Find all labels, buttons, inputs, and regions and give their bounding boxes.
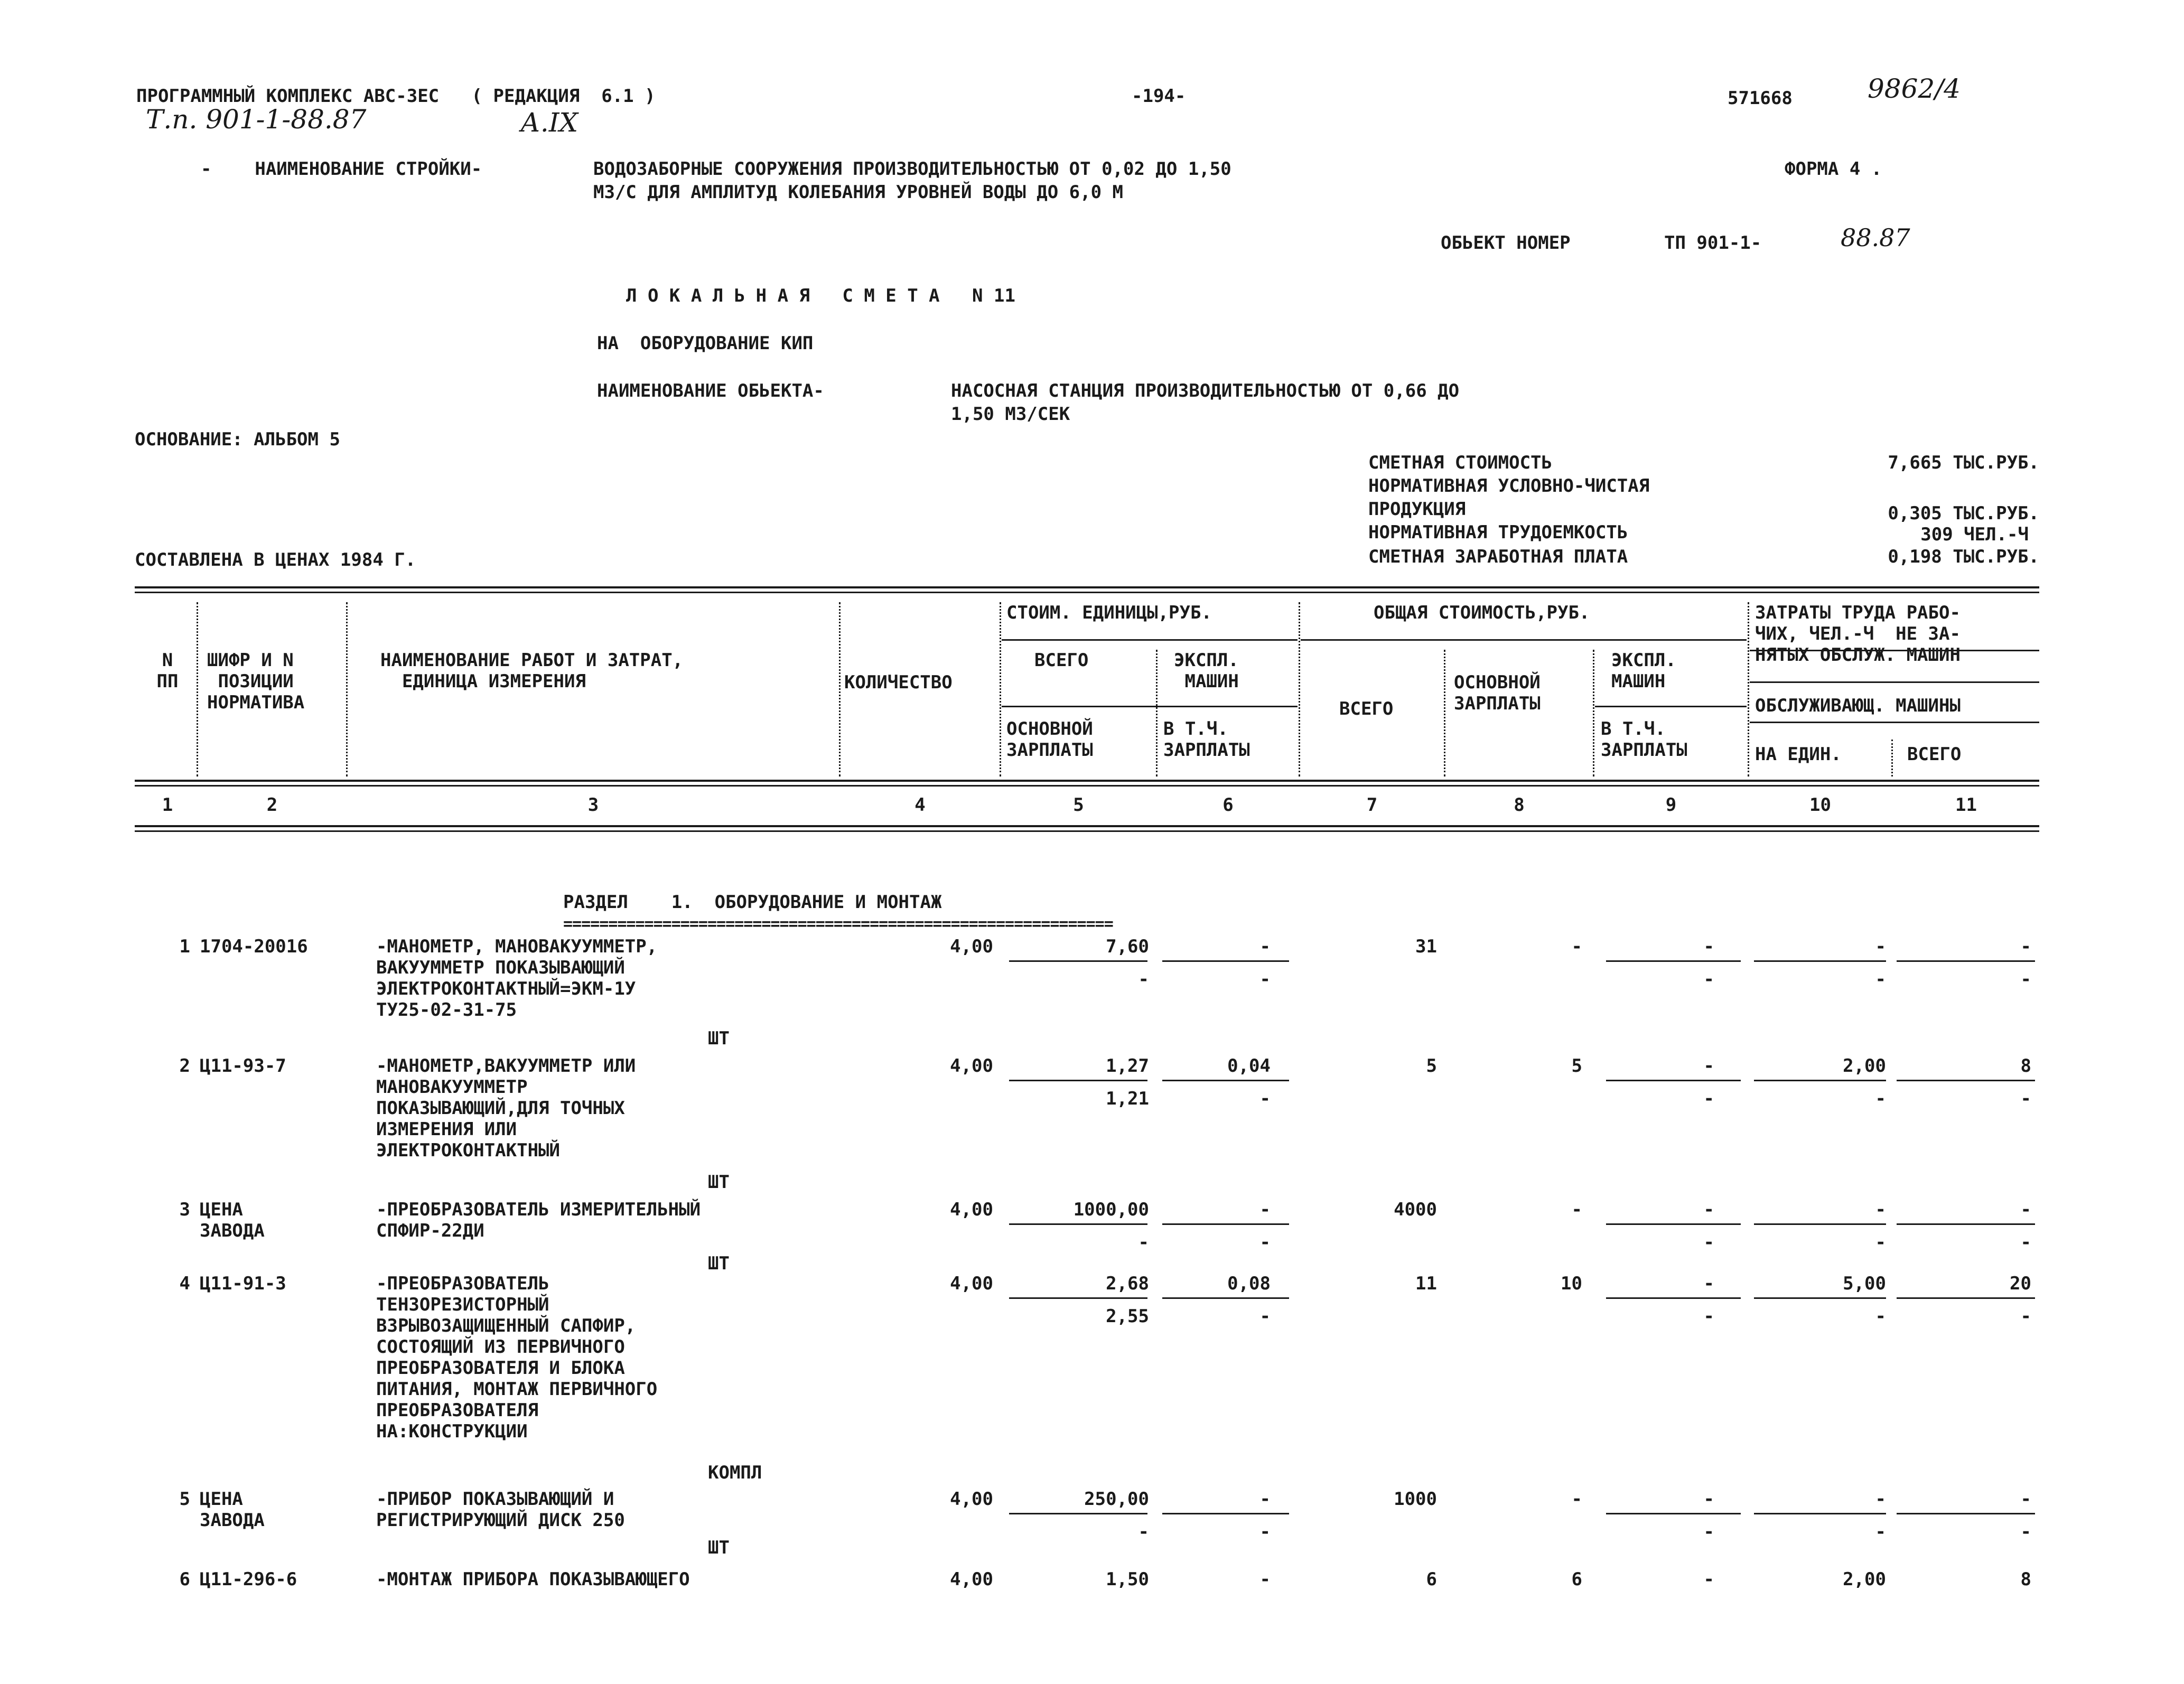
col-header-9-top: ЭКСПЛ. МАШИН (1611, 650, 1676, 692)
cell-rule (1897, 1223, 2035, 1225)
row-labor-per-unit: - (1875, 1489, 1886, 1510)
row-labor-total: - (2020, 1489, 2031, 1510)
row-name: -МАНОМЕТР, МАНОВАКУУММЕТР, ВАКУУММЕТР ПОКАЗЫВАЮЩИЙ ЭЛЕКТРОКОНТАКТНЫЙ=ЭКМ-1У ТУ25-02-31-75 (376, 936, 658, 1021)
col-header-7: ВСЕГО (1339, 698, 1394, 719)
row-unit-machine-wages: - (1259, 1521, 1271, 1542)
cell-rule (1606, 960, 1741, 962)
cell-rule (1162, 960, 1289, 962)
section-title: РАЗДЕЛ 1. ОБОРУДОВАНИЕ И МОНТАЖ (563, 892, 942, 913)
row-code: ЦЕНА ЗАВОДА (200, 1199, 265, 1241)
header-bottom-rule (135, 780, 2039, 782)
summary-label: СМЕТНАЯ ЗАРАБОТНАЯ ПЛАТА (1368, 546, 1628, 567)
table-top-rule (135, 586, 2039, 588)
row-unit-total: 1,50 (1106, 1569, 1149, 1590)
col-header-5-top: ВСЕГО (1034, 650, 1089, 671)
row-quantity: 4,00 (950, 1199, 993, 1220)
header-sub-rule (1002, 639, 1298, 641)
row-code: Ц11-296-6 (200, 1569, 297, 1590)
cell-rule (1897, 1297, 2035, 1299)
cell-rule (1606, 1080, 1741, 1081)
summary-value: 0,305 ТЫС.РУБ. (1888, 503, 2039, 524)
row-labor-per-unit-2: - (1875, 969, 1886, 990)
row-code: Ц11-93-7 (200, 1055, 286, 1077)
cell-rule (1754, 960, 1886, 962)
row-total-machines: - (1703, 1569, 1714, 1590)
section-underline: ============================================================= (563, 915, 1113, 933)
row-unit-machines: - (1259, 1199, 1271, 1220)
row-labor-total-2: - (2020, 1521, 2031, 1542)
col-separator (346, 602, 349, 776)
row-quantity: 4,00 (950, 1489, 993, 1510)
col-header-8: ОСНОВНОЙ ЗАРПЛАТЫ (1454, 672, 1541, 714)
cell-rule (1754, 1080, 1886, 1081)
col-separator (1891, 740, 1894, 776)
row-labor-per-unit-2: - (1875, 1306, 1886, 1327)
object-name-line1: НАСОСНАЯ СТАНЦИЯ ПРОИЗВОДИТЕЛЬНОСТЬЮ ОТ 0,66 ДО (951, 380, 1460, 401)
row-unit-machines: 0,08 (1227, 1273, 1271, 1294)
col-header-10: НА ЕДИН. (1755, 744, 1842, 765)
row-unit-total: 1,27 (1106, 1055, 1149, 1077)
col-separator (1444, 650, 1447, 776)
col-header-6-top: ЭКСПЛ. МАШИН (1174, 650, 1239, 692)
row-labor-per-unit: 2,00 (1843, 1569, 1886, 1590)
col-num: 8 (1514, 794, 1525, 816)
cell-rule (1606, 1513, 1741, 1514)
inventory-number: 9862/4 (1868, 73, 1961, 104)
row-unit-wages: - (1138, 1521, 1149, 1542)
col-header-11: ВСЕГО (1907, 744, 1962, 765)
col-num: 5 (1073, 794, 1084, 816)
row-unit-machine-wages: - (1259, 1306, 1271, 1327)
col-num: 7 (1366, 794, 1378, 816)
row-labor-per-unit-2: - (1875, 1088, 1886, 1109)
row-total: 1000 (1394, 1489, 1437, 1510)
cell-rule (1897, 1513, 2035, 1514)
row-quantity: 4,00 (950, 1055, 993, 1077)
col-header-code: ШИФР И N ПОЗИЦИИ НОРМАТИВА (207, 650, 305, 713)
col-header-labor-sub: ОБСЛУЖИВАЮЩ. МАШИНЫ (1755, 695, 1961, 716)
prices-year: СОСТАВЛЕНА В ЦЕНАХ 1984 Г. (135, 549, 416, 570)
row-code: Ц11-91-3 (200, 1273, 286, 1294)
row-unit-total: 250,00 (1084, 1489, 1149, 1510)
row-number: 2 (179, 1055, 190, 1077)
col-num: 2 (266, 794, 278, 816)
row-unit-machines: - (1259, 936, 1271, 957)
row-number: 6 (179, 1569, 190, 1590)
row-unit-wages: 2,55 (1106, 1306, 1149, 1327)
header-sub-rule (1002, 706, 1298, 707)
col-header-5-bottom: ОСНОВНОЙ ЗАРПЛАТЫ (1006, 718, 1093, 761)
row-labor-total-2: - (2020, 1088, 2031, 1109)
row-total-machines: - (1703, 1199, 1714, 1220)
row-code: ЦЕНА ЗАВОДА (200, 1489, 265, 1531)
col-header-quantity: КОЛИЧЕСТВО (844, 672, 953, 693)
row-quantity: 4,00 (950, 936, 993, 957)
row-labor-per-unit: 5,00 (1843, 1273, 1886, 1294)
row-unit-total: 2,68 (1106, 1273, 1149, 1294)
row-name: -МОНТАЖ ПРИБОРА ПОКАЗЫВАЮЩЕГО (376, 1569, 690, 1590)
col-header-n: N ПП (156, 650, 179, 692)
row-total: 5 (1426, 1055, 1437, 1077)
col-header-unit-cost: СТОИМ. ЕДИНИЦЫ,РУБ. (1006, 602, 1212, 623)
row-labor-total: 20 (2010, 1273, 2031, 1294)
construction-label: - НАИМЕНОВАНИЕ СТРОЙКИ- (201, 158, 482, 180)
col-header-total-cost: ОБЩАЯ СТОИМОСТЬ,РУБ. (1374, 602, 1590, 623)
summary-label: СМЕТНАЯ СТОИМОСТЬ (1368, 452, 1552, 473)
row-labor-per-unit-2: - (1875, 1232, 1886, 1253)
row-unit: ШТ (708, 1253, 730, 1274)
summary-label: НОРМАТИВНАЯ ТРУДОЕМКОСТЬ (1368, 522, 1628, 543)
row-number: 4 (179, 1273, 190, 1294)
row-unit: ШТ (708, 1172, 730, 1193)
row-labor-total-2: - (2020, 1232, 2031, 1253)
cell-rule (1009, 1513, 1147, 1514)
col-num: 9 (1665, 794, 1677, 816)
row-total: 11 (1415, 1273, 1437, 1294)
header-sub-rule (1750, 722, 2039, 723)
row-labor-total: 8 (2020, 1569, 2031, 1590)
row-labor-total-2: - (2020, 969, 2031, 990)
row-name: -ПРЕОБРАЗОВАТЕЛЬ ТЕНЗОРЕЗИСТОРНЫЙ ВЗРЫВОЗАЩИЩЕННЫЙ САПФИР, СОСТОЯЩИЙ ИЗ ПЕРВИЧНОГО ПРЕОБРАЗОВАТЕЛЯ И БЛОКА ПИТАНИЯ, МОНТАЖ ПЕРВИЧНОГО ПРЕОБРАЗОВАТЕЛЯ НА:КОНСТРУКЦИИ (376, 1273, 658, 1442)
col-separator (1299, 602, 1302, 776)
row-total-wages: - (1571, 1489, 1582, 1510)
row-unit-wages: 1,21 (1106, 1088, 1149, 1109)
col-num: 11 (1955, 794, 1977, 816)
row-unit-machines: 0,04 (1227, 1055, 1271, 1077)
row-labor-total-2: - (2020, 1306, 2031, 1327)
col-num: 4 (914, 794, 926, 816)
construction-name-line1: ВОДОЗАБОРНЫЕ СООРУЖЕНИЯ ПРОИЗВОДИТЕЛЬНОСТЬЮ ОТ 0,02 ДО 1,50 (593, 158, 1231, 180)
numbers-bottom-rule (135, 825, 2039, 827)
row-unit-machines: - (1259, 1489, 1271, 1510)
row-number: 5 (179, 1489, 190, 1510)
cell-rule (1162, 1513, 1289, 1514)
row-labor-total: - (2020, 1199, 2031, 1220)
row-unit: ШТ (708, 1537, 730, 1558)
cell-rule (1897, 1080, 2035, 1081)
handwritten-project-number: Т.п. 901-1-88.87 (146, 104, 367, 135)
document-title: Л О К А Л Ь Н А Я С М Е Т А N 11 (626, 285, 1015, 306)
row-total-machine-wages: - (1703, 969, 1714, 990)
row-total-wages: 5 (1571, 1055, 1582, 1077)
row-name: -ПРЕОБРАЗОВАТЕЛЬ ИЗМЕРИТЕЛЬНЫЙ СПФИР-22ДИ (376, 1199, 701, 1241)
row-unit-total: 1000,00 (1073, 1199, 1149, 1220)
cell-rule (1162, 1080, 1289, 1081)
cell-rule (1009, 1297, 1147, 1299)
row-quantity: 4,00 (950, 1569, 993, 1590)
object-number-label: ОБЬЕКТ НОМЕР (1441, 232, 1571, 254)
row-total: 4000 (1394, 1199, 1437, 1220)
cell-rule (1606, 1297, 1741, 1299)
basis: ОСНОВАНИЕ: АЛЬБОМ 5 (135, 429, 340, 450)
row-total-machines: - (1703, 1055, 1714, 1077)
row-quantity: 4,00 (950, 1273, 993, 1294)
summary-label: НОРМАТИВНАЯ УСЛОВНО-ЧИСТАЯ (1368, 475, 1650, 497)
row-total: 6 (1426, 1569, 1437, 1590)
numbers-bottom-rule-2 (135, 830, 2039, 832)
row-unit-machines: - (1259, 1569, 1271, 1590)
row-total-wages: 6 (1571, 1569, 1582, 1590)
col-header-labor: ЗАТРАТЫ ТРУДА РАБО- ЧИХ, ЧЕЛ.-Ч НЕ ЗА- НЯТЫХ ОБСЛУЖ. МАШИН (1755, 602, 1961, 666)
row-total-machine-wages: - (1703, 1306, 1714, 1327)
summary-value: 7,665 ТЫС.РУБ. (1888, 452, 2039, 473)
table-top-rule-2 (135, 592, 2039, 593)
col-header-6-bottom: В Т.Ч. ЗАРПЛАТЫ (1163, 718, 1250, 761)
row-name: -МАНОМЕТР,ВАКУУММЕТР ИЛИ МАНОВАКУУММЕТР ПОКАЗЫВАЮЩИЙ,ДЛЯ ТОЧНЫХ ИЗМЕРЕНИЯ ИЛИ ЭЛЕКТРОКОНТАКТНЫЙ (376, 1055, 636, 1161)
handwritten-album: А.IX (520, 107, 578, 138)
row-total-wages: 10 (1561, 1273, 1582, 1294)
object-number-handwritten: 88.87 (1841, 223, 1910, 252)
form-number: ФОРМА 4 . (1785, 158, 1882, 180)
summary-label: ПРОДУКЦИЯ (1368, 499, 1466, 520)
row-unit-wages: - (1138, 1232, 1149, 1253)
col-separator (1000, 602, 1003, 776)
cell-rule (1162, 1223, 1289, 1225)
row-unit-total: 7,60 (1106, 936, 1149, 957)
header-sub-rule (1595, 706, 1747, 707)
cell-rule (1606, 1223, 1741, 1225)
row-number: 1 (179, 936, 190, 957)
cell-rule (1009, 960, 1147, 962)
col-separator (197, 602, 200, 776)
col-num: 1 (162, 794, 173, 816)
summary-value: 0,198 ТЫС.РУБ. (1888, 546, 2039, 567)
row-unit-machine-wages: - (1259, 1088, 1271, 1109)
col-separator (1593, 650, 1596, 776)
col-header-name: НАИМЕНОВАНИЕ РАБОТ И ЗАТРАТ, ЕДИНИЦА ИЗМЕРЕНИЯ (380, 650, 684, 692)
col-separator (1156, 650, 1159, 776)
col-num: 3 (587, 794, 599, 816)
col-num: 6 (1222, 794, 1234, 816)
cell-rule (1009, 1080, 1147, 1081)
summary-value: 309 ЧЕЛ.-Ч (1920, 524, 2029, 545)
col-separator (1748, 602, 1751, 776)
construction-name-line2: М3/С ДЛЯ АМПЛИТУД КОЛЕБАНИЯ УРОВНЕЙ ВОДЫ ДО 6,0 М (593, 182, 1124, 203)
cell-rule (1162, 1297, 1289, 1299)
cell-rule (1754, 1223, 1886, 1225)
col-header-9-bottom: В Т.Ч. ЗАРПЛАТЫ (1601, 718, 1687, 761)
document-subtitle: НА ОБОРУДОВАНИЕ КИП (597, 333, 814, 354)
object-name-line2: 1,50 М3/СЕК (951, 404, 1070, 425)
header-sub-rule (1301, 639, 1747, 641)
row-unit: КОМПЛ (708, 1462, 762, 1483)
cell-rule (1754, 1297, 1886, 1299)
row-labor-per-unit-2: - (1875, 1521, 1886, 1542)
row-unit: ШТ (708, 1028, 730, 1049)
row-labor-per-unit: 2,00 (1843, 1055, 1886, 1077)
cell-rule (1754, 1513, 1886, 1514)
header-bottom-rule-2 (135, 785, 2039, 787)
row-total-machines: - (1703, 1273, 1714, 1294)
cell-rule (1897, 960, 2035, 962)
row-unit-wages: - (1138, 969, 1149, 990)
row-total-wages: - (1571, 1199, 1582, 1220)
row-unit-machine-wages: - (1259, 969, 1271, 990)
cell-rule (1009, 1223, 1147, 1225)
row-total-machine-wages: - (1703, 1521, 1714, 1542)
row-labor-per-unit: - (1875, 936, 1886, 957)
row-number: 3 (179, 1199, 190, 1220)
row-total-machines: - (1703, 936, 1714, 957)
row-labor-total: 8 (2020, 1055, 2031, 1077)
row-total-machine-wages: - (1703, 1088, 1714, 1109)
program-title: ПРОГРАММНЫЙ КОМПЛЕКС АВС-3ЕС ( РЕДАКЦИЯ 6.1 ) (136, 86, 656, 107)
document-code: 571668 (1728, 88, 1793, 109)
object-name-label: НАИМЕНОВАНИЕ ОБЬЕКТА- (597, 380, 824, 401)
row-unit-machine-wages: - (1259, 1232, 1271, 1253)
object-number: ТП 901-1- (1664, 232, 1762, 254)
page-number: -194- (1132, 86, 1186, 107)
row-total-machine-wages: - (1703, 1232, 1714, 1253)
row-total: 31 (1415, 936, 1437, 957)
row-total-wages: - (1571, 936, 1582, 957)
row-labor-per-unit: - (1875, 1199, 1886, 1220)
row-code: 1704-20016 (200, 936, 308, 957)
row-total-machines: - (1703, 1489, 1714, 1510)
row-name: -ПРИБОР ПОКАЗЫВАЮЩИЙ И РЕГИСТРИРУЮЩИЙ ДИСК 250 (376, 1489, 625, 1531)
col-num: 10 (1809, 794, 1831, 816)
row-labor-total: - (2020, 936, 2031, 957)
col-separator (839, 602, 842, 776)
header-sub-rule (1750, 681, 2039, 683)
